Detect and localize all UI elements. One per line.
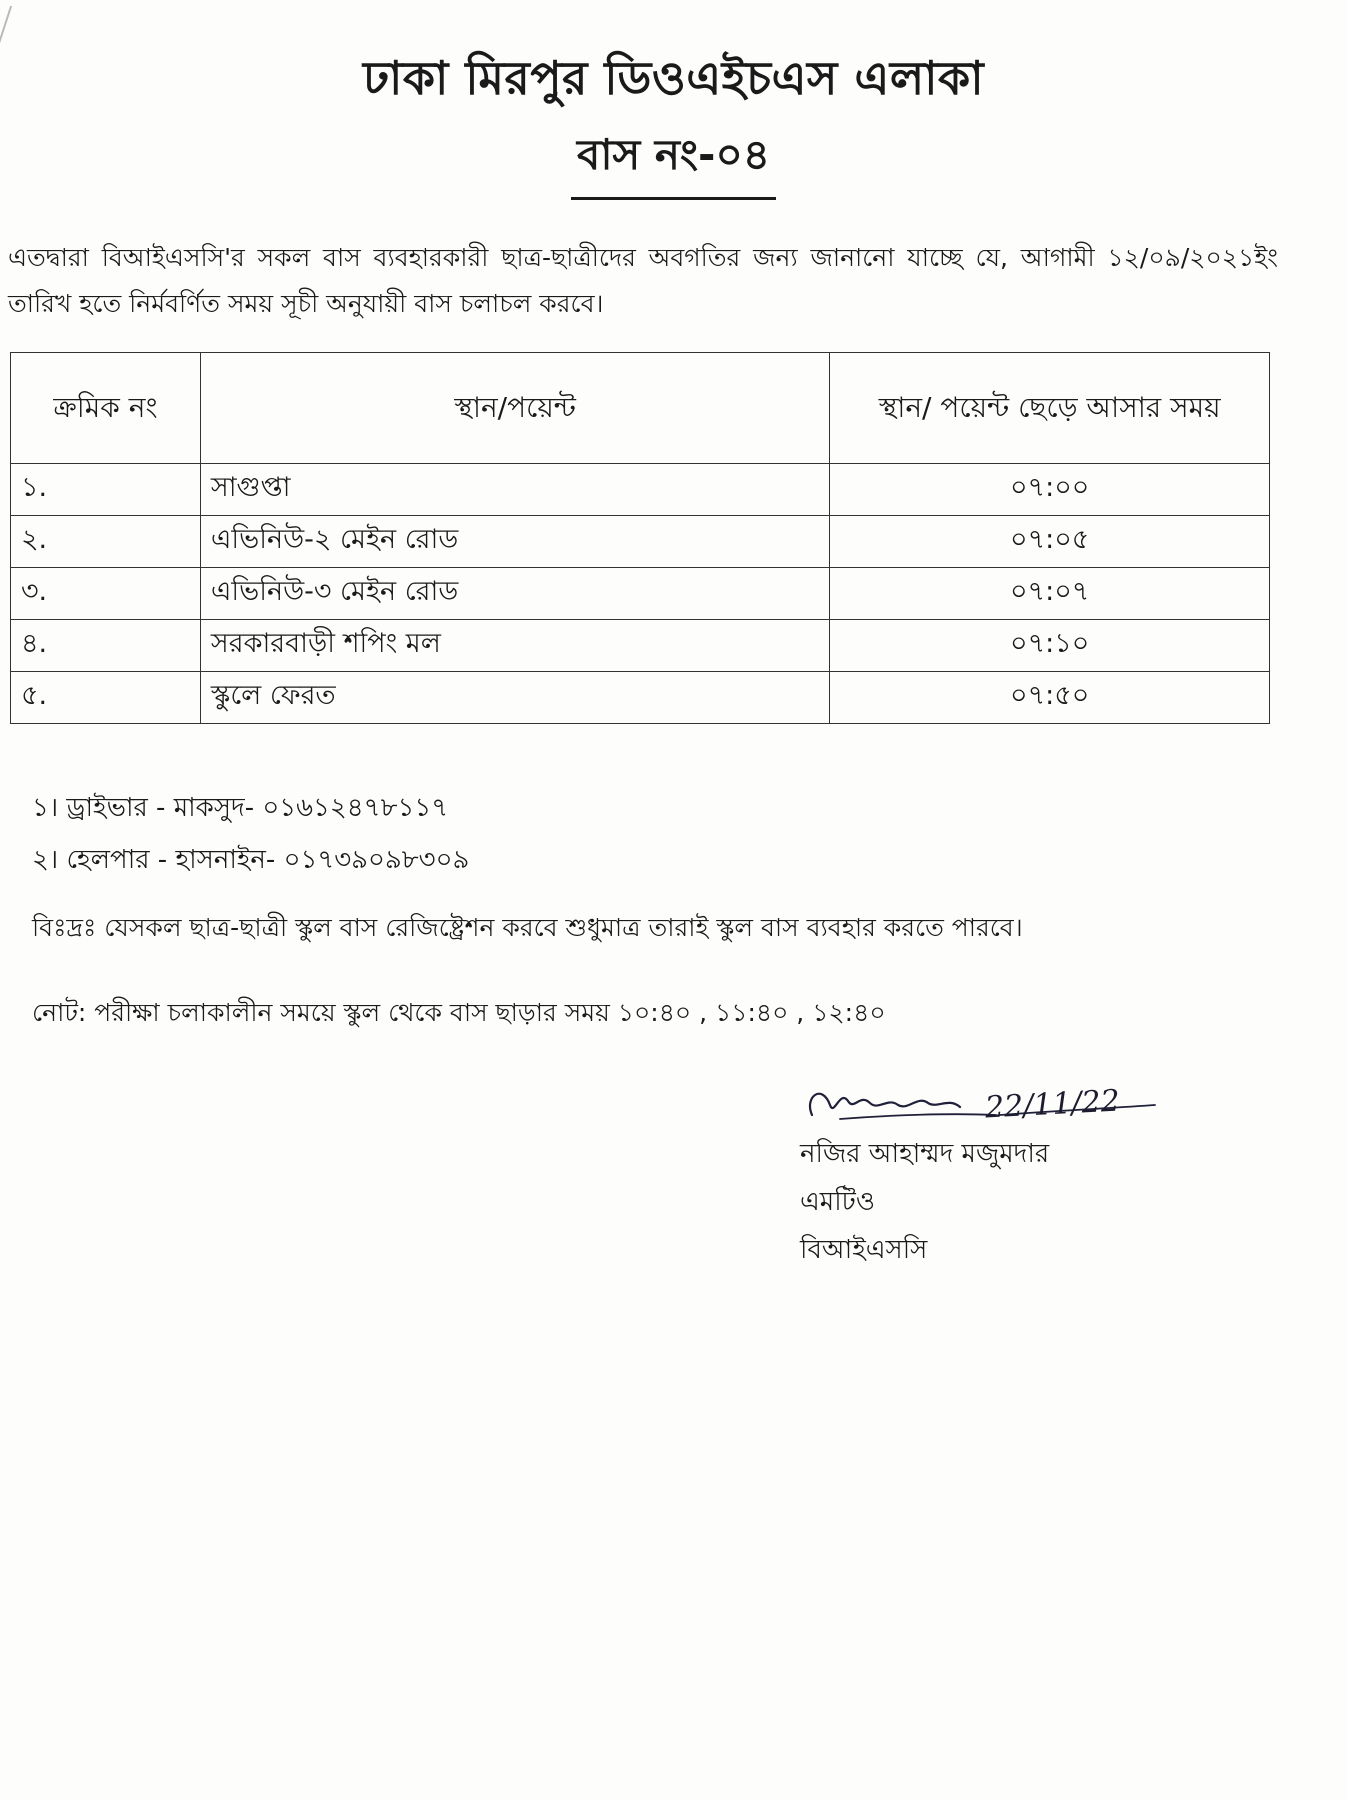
row-serial: ২. <box>11 516 201 568</box>
row-time: ০৭:০০ <box>830 464 1270 516</box>
staff-list <box>32 782 469 886</box>
row-serial: ৪. <box>11 620 201 672</box>
intro-paragraph: এতদ্বারা বিআইএসসি'র সকল বাস ব্যবহারকারী ছাত্র-ছাত্রীদের অবগতির জন্য জানানো যাচ্ছে যে, আগামী ১২/০৯/২০২১ইং তারিখ হতে নির্মবর্ণিত সময় সূচী অনুযায়ী বাস চলাচল করবে। <box>8 243 1278 318</box>
caution-note: বিঃদ্রঃ যেসকল ছাত্র-ছাত্রী স্কুল বাস রেজিষ্ট্রেশন করবে শুধুমাত্র তারাই স্কুল বাস ব্যবহার করতে পারবে। <box>32 913 1023 942</box>
bus-number: বাস নং-০৪ <box>571 122 776 200</box>
signatory-details <box>800 1130 1049 1274</box>
helper-info: ২। হেলপার - হাসনাইন- ০১৭৩৯০৯৮৩০৯ <box>32 845 470 875</box>
row-place: সরকারবাড়ী শপিং মল <box>200 620 829 672</box>
table-row <box>11 464 1270 516</box>
signatory-name: নজির আহাম্মদ মজুমদার <box>800 1139 1050 1169</box>
row-time: ০৭:১০ <box>830 620 1270 672</box>
row-time: ০৭:০৭ <box>830 568 1270 620</box>
row-place: এভিনিউ-২ মেইন রোড <box>200 516 829 568</box>
table-row <box>11 620 1270 672</box>
bus-schedule-table <box>10 352 1270 724</box>
table-header-row <box>11 353 1270 464</box>
row-serial: ১. <box>11 464 201 516</box>
row-time: ০৭:৫০ <box>830 672 1270 724</box>
signature-date: 22/11/22 <box>984 1083 1121 1126</box>
signatory-designation: এমটিও <box>800 1187 875 1217</box>
row-place: সাগুপ্তা <box>200 464 829 516</box>
signature-block <box>800 1075 1160 1135</box>
driver-info: ১। ড্রাইভার - মাকসুদ- ০১৬১২৪৭৮১১৭ <box>32 793 449 823</box>
row-place: এভিনিউ-৩ মেইন রোড <box>200 568 829 620</box>
exam-time-note: নোট: পরীক্ষা চলাকালীন সময়ে স্কুল থেকে বাস ছাড়ার সময় ১০:৪০ , ১১:৪০ , ১২:৪০ <box>32 998 886 1027</box>
header-place: স্থান/পয়েন্ট <box>200 353 829 464</box>
row-serial: ৫. <box>11 672 201 724</box>
subtitle-wrapper <box>0 122 1347 200</box>
row-time: ০৭:০৫ <box>830 516 1270 568</box>
table-row <box>11 672 1270 724</box>
table-row <box>11 568 1270 620</box>
signatory-organization: বিআইএসসি <box>800 1235 928 1265</box>
table-row <box>11 516 1270 568</box>
notice-title: ঢাকা মিরপুর ডিওএইচএস এলাকা <box>362 51 985 105</box>
header-serial: ক্রমিক নং <box>11 353 201 464</box>
row-serial: ৩. <box>11 568 201 620</box>
header-time: স্থান/ পয়েন্ট ছেড়ে আসার সময় <box>830 353 1270 464</box>
row-place: স্কুলে ফেরত <box>200 672 829 724</box>
